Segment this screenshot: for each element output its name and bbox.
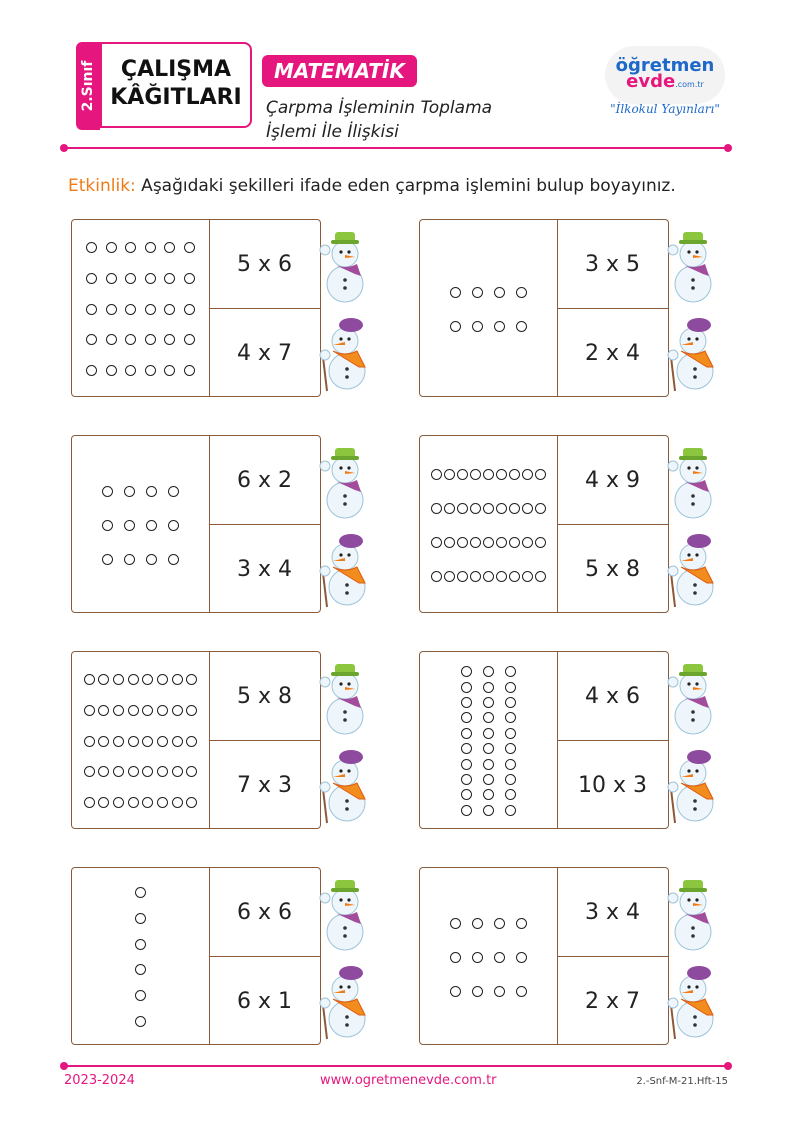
dot [505,712,516,723]
instruction-text: Aşağıdaki şekilleri ifade eden çarpma işlemini bulup boyayınız. [135,176,676,196]
dot [522,571,533,582]
answer-option-a[interactable]: 4 x 6 [585,683,640,709]
dot [457,503,468,514]
snowman-green-hat-icon [667,224,719,306]
dot [483,571,494,582]
dot [84,797,95,808]
dot [146,554,157,565]
dot [125,334,136,345]
answer-option-b[interactable]: 2 x 7 [585,988,640,1014]
dot [461,682,472,693]
dot-array [420,652,558,828]
footer-website[interactable]: www.ogretmenevde.com.tr [320,1073,497,1088]
dot [186,797,197,808]
answer-option-b[interactable]: 3 x 4 [237,556,292,582]
dot [164,304,175,315]
dot [86,304,97,315]
dot [113,674,124,685]
dot [461,789,472,800]
dot [128,674,139,685]
dot [106,365,117,376]
answer-option-a[interactable]: 4 x 9 [585,467,640,493]
dot [157,736,168,747]
grade-tab [76,42,100,130]
logo-name [611,55,719,93]
dot [142,766,153,777]
dot [157,766,168,777]
answer-option-b[interactable]: 2 x 4 [585,340,640,366]
dot [98,736,109,747]
dot [145,334,156,345]
dot [106,304,117,315]
dot [496,537,507,548]
answer-option-a[interactable]: 3 x 5 [585,251,640,277]
dot [494,321,505,332]
instruction-label: Etkinlik: [68,176,136,196]
dot [135,964,146,975]
dot [522,469,533,480]
dot [113,736,124,747]
dot [86,242,97,253]
dot [470,469,481,480]
dot [128,736,139,747]
dot [461,697,472,708]
dot [125,273,136,284]
dot [509,469,520,480]
dot [516,287,527,298]
dot [98,766,109,777]
dot [102,554,113,565]
dot [496,503,507,514]
dot [431,571,442,582]
dot [164,242,175,253]
dot [461,728,472,739]
dot [135,939,146,950]
dot [98,674,109,685]
dot [509,537,520,548]
dot [128,797,139,808]
dot [124,554,135,565]
dot [450,952,461,963]
dot [505,759,516,770]
snowman-purple-hat-icon [667,959,719,1041]
dot [86,334,97,345]
dot [106,334,117,345]
dot [444,571,455,582]
dot [483,805,494,816]
snowman-purple-hat-icon [319,959,371,1041]
dot [84,736,95,747]
answer-option-a[interactable]: 6 x 2 [237,467,292,493]
exercise-card [419,219,669,397]
dot [164,365,175,376]
dot [483,743,494,754]
title-line-2: KÂĞITLARI [110,85,242,110]
dot [106,273,117,284]
dot [145,242,156,253]
topic-subtitle [266,96,492,144]
dot [483,697,494,708]
snowman-green-hat-icon [319,872,371,954]
dot [186,674,197,685]
dot [483,537,494,548]
dot [172,705,183,716]
dot [444,469,455,480]
dot [146,486,157,497]
dot [128,705,139,716]
snowman-green-hat-icon [319,656,371,738]
dot [102,486,113,497]
dot [125,304,136,315]
dot [535,503,546,514]
dot [505,743,516,754]
dot [172,797,183,808]
answer-option-b[interactable]: 6 x 1 [237,988,292,1014]
dot [135,913,146,924]
dot [145,365,156,376]
dot [125,242,136,253]
dot [457,537,468,548]
title-line-1: ÇALIŞMA [120,57,232,82]
dot [483,503,494,514]
dot [142,736,153,747]
snowman-green-hat-icon [319,224,371,306]
snowman-purple-hat-icon [667,743,719,825]
dot [84,705,95,716]
dot [145,304,156,315]
dot-array [420,220,558,396]
dot [472,952,483,963]
dot [135,887,146,898]
dot [124,520,135,531]
dot [516,321,527,332]
answer-option-a[interactable]: 5 x 6 [237,251,292,277]
worksheet-title [100,42,252,128]
exercise-card [71,435,321,613]
dot [431,503,442,514]
dot [168,486,179,497]
snowman-green-hat-icon [667,872,719,954]
snowman-purple-hat-icon [319,527,371,609]
dot [496,571,507,582]
exercise-card [419,651,669,829]
instruction [68,176,676,196]
dot [535,537,546,548]
dot [505,774,516,785]
dot [461,743,472,754]
dot [470,571,481,582]
answer-option-b[interactable]: 4 x 7 [237,340,292,366]
dot-array [72,436,210,612]
dot [102,520,113,531]
dot [142,674,153,685]
dot [184,242,195,253]
snowman-purple-hat-icon [319,311,371,393]
dot [483,759,494,770]
dot [509,571,520,582]
dot [444,503,455,514]
exercise-card [71,219,321,397]
answer-option-a[interactable]: 6 x 6 [237,899,292,925]
dot [157,705,168,716]
dot [522,503,533,514]
dot [135,990,146,1001]
dot [186,705,197,716]
dot [125,365,136,376]
dot [186,736,197,747]
dot [113,705,124,716]
snowman-purple-hat-icon [667,527,719,609]
footer-divider [64,1065,728,1067]
dot [494,287,505,298]
dot [461,774,472,785]
dot [483,789,494,800]
exercise-card [419,435,669,613]
subject-badge: MATEMATİK [262,55,417,87]
answer-option-a[interactable]: 5 x 8 [237,683,292,709]
exercise-card [419,867,669,1045]
dot [86,273,97,284]
dot [522,537,533,548]
dot [184,365,195,376]
dot [483,666,494,677]
logo-name-b: evde [626,71,676,92]
dot [461,712,472,723]
dot [457,571,468,582]
answer-option-b[interactable]: 5 x 8 [585,556,640,582]
dot [470,503,481,514]
dot [505,682,516,693]
dot [135,1016,146,1027]
dot [113,766,124,777]
answer-option-b[interactable]: 7 x 3 [237,772,292,798]
dot [164,273,175,284]
dot [505,728,516,739]
dot [450,986,461,997]
dot [516,918,527,929]
exercise-card [71,867,321,1045]
dot [496,469,507,480]
dot [128,766,139,777]
dot [505,789,516,800]
dot [461,805,472,816]
dot [483,469,494,480]
answer-option-a[interactable]: 3 x 4 [585,899,640,925]
dot [472,321,483,332]
dot [84,674,95,685]
logo-tagline: "İlkokul Yayınları" [610,102,720,116]
dot [142,705,153,716]
dot [164,334,175,345]
snowman-purple-hat-icon [667,311,719,393]
snowman-green-hat-icon [667,656,719,738]
subtitle-line-1: Çarpma İşleminin Toplama [266,98,493,118]
dot [483,728,494,739]
logo-name-a: öğretmen [615,55,715,76]
dot-array [72,868,210,1044]
answer-option-b[interactable]: 10 x 3 [578,772,647,798]
dot [472,918,483,929]
dot [483,682,494,693]
dot-array [420,436,558,612]
dot [472,287,483,298]
dot [184,334,195,345]
dot [157,797,168,808]
dot [172,766,183,777]
dot [516,986,527,997]
dot [457,469,468,480]
dot [505,697,516,708]
dot [535,469,546,480]
dot [494,952,505,963]
header-divider [64,147,728,149]
footer-code: 2.-Snf-M-21.Hft-15 [636,1076,728,1087]
dot [431,537,442,548]
dot [186,766,197,777]
snowman-green-hat-icon [667,440,719,522]
dot [516,952,527,963]
dot-array [72,220,210,396]
dot [146,520,157,531]
dot [450,321,461,332]
dot [124,486,135,497]
dot [461,666,472,677]
grade-label: 2.Sınıf [80,60,96,112]
dot [86,365,97,376]
dot-array [420,868,558,1044]
dot [509,503,520,514]
dot [450,918,461,929]
dot [113,797,124,808]
footer-year: 2023-2024 [64,1073,135,1088]
publisher-logo [605,44,725,124]
dot [535,571,546,582]
dot [168,520,179,531]
dot [461,759,472,770]
dot [505,805,516,816]
logo-domain: .com.tr [675,80,704,89]
dot [450,287,461,298]
dot [157,674,168,685]
dot [444,537,455,548]
dot [184,273,195,284]
snowman-purple-hat-icon [319,743,371,825]
dot [494,918,505,929]
exercise-card [71,651,321,829]
dot [106,242,117,253]
dot-array [72,652,210,828]
dot [172,736,183,747]
dot [470,537,481,548]
snowman-green-hat-icon [319,440,371,522]
dot [145,273,156,284]
dot [431,469,442,480]
dot [84,766,95,777]
dot [483,712,494,723]
dot [483,774,494,785]
dot [98,705,109,716]
dot [172,674,183,685]
dot [494,986,505,997]
dot [98,797,109,808]
subtitle-line-2: İşlemi İle İlişkisi [266,122,399,142]
dot [472,986,483,997]
dot [168,554,179,565]
dot [505,666,516,677]
dot [142,797,153,808]
dot [184,304,195,315]
